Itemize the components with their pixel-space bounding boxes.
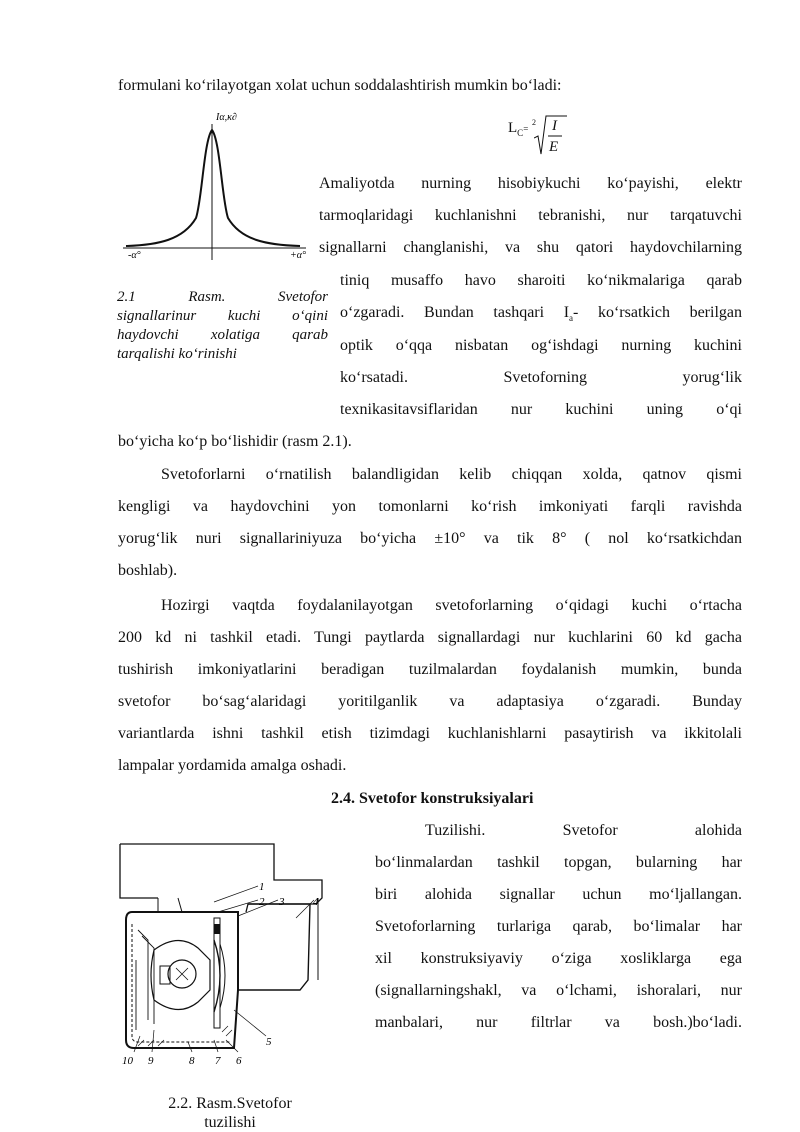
formula-lhs: $L_C=$ [508, 120, 529, 138]
callout-7: 7 [215, 1055, 221, 1067]
paragraph-line: variantlarda ishni tashkil etish tizimdagi kuchlanishlarni pasaytirish va ikkitolali [118, 725, 742, 742]
paragraph-line: 200 kd ni tashkil etadi. Tungi paytlarda signallardagi nur kuchlarini 60 kd gacha [118, 629, 742, 646]
paragraph-line: boʻlinmalardan tashkil topgan, bularning har [375, 854, 742, 871]
paragraph-line: tiniq musaffo havo sharoiti koʻnikmalariga qarab [340, 272, 742, 289]
paragraph-line: svetofor boʻsagʻalaridagi yoritilganlik va adaptasiya oʻzgaradi. Bunday [118, 693, 742, 710]
callout-9: 9 [148, 1055, 154, 1067]
paragraph-line: xil konstruksiyaviy oʻziga xosliklarga ega [375, 950, 742, 967]
section-heading: 2.4. Svetofor konstruksiyalari [331, 790, 534, 807]
paragraph-line: boʻyicha koʻp boʻlishidir (rasm 2.1). [118, 433, 352, 450]
figure1-caption-line: signallarinur kuchi oʻqini [117, 308, 328, 324]
intensity-curve [126, 130, 300, 246]
formula-root-index: 2 [532, 118, 536, 127]
paragraph-line: Hozirgi vaqtda foydalanilayotgan svetoforlarning oʻqidagi kuchi oʻrtacha [161, 597, 742, 614]
figure2-caption-line: tuzilishi [204, 1114, 256, 1131]
paragraph-line: boshlab). [118, 562, 178, 579]
paragraph-line: manbalari, nur filtrlar va bosh.)boʻladi. [375, 1014, 742, 1031]
paragraph-line: Svetoforlarni oʻrnatilish balandligidan kelib chiqqan xolda, qatnov qismi [161, 466, 742, 483]
figure-intensity-curve [118, 100, 313, 270]
paragraph-line: oʻzgaradi. Bundan tashqari $I_a-$ koʻrsatkich berilgan [340, 304, 743, 324]
figure1-caption-line: haydovchi xolatiga qarab [117, 327, 328, 343]
intro-line: formulani koʻrilayotgan xolat uchun soddalashtirish mumkin boʻladi: [118, 77, 562, 94]
paragraph-line: optik oʻqqa nisbatan ogʻishdagi nurning kuchini [340, 337, 742, 354]
paragraph-line: lampalar yordamida amalga oshadi. [118, 757, 347, 774]
callout-10: 10 [122, 1055, 133, 1067]
figure-traffic-light-section [118, 840, 340, 1070]
paragraph-line: tushirish imkoniyatlarini beradigan tuzilmalardan foydalanish mumkin, bunda [118, 661, 742, 678]
axis-y-label: Iα,κ∂ [216, 112, 237, 123]
figure1-caption-line: tarqalishi koʻrinishi [117, 346, 237, 362]
callout-2: 2 [259, 896, 265, 908]
callout-8: 8 [189, 1055, 195, 1067]
paragraph-line: texnikasitavsiflaridan nur kuchini uning oʻqi [340, 401, 742, 418]
paragraph-line: yorugʻlik nuri signallariniyuza boʻyicha ±10° va tik 8° ( nol koʻrsatkichdan [118, 530, 742, 547]
axis-right-label: +α° [290, 250, 306, 261]
paragraph-line: Amaliyotda nurning hisobiykuchi koʻpayishi, elektr [319, 175, 742, 192]
figure2-caption-line: 2.2. Rasm.Svetofor [168, 1095, 292, 1112]
paragraph-line: kengligi va haydovchini yon tomonlarni koʻrish imkoniyati farqli ravishda [118, 498, 742, 515]
formula [508, 114, 578, 162]
formula-numerator: I [552, 118, 557, 134]
paragraph-line: Tuzilishi. Svetofor alohida [425, 822, 742, 839]
figure1-caption [117, 288, 328, 364]
paragraph-line: koʻrsatadi. Svetoforning yorugʻlik [340, 369, 742, 386]
callout-4: 4 [313, 896, 319, 908]
figure1-caption-line: 2.1 Rasm. Svetofor [117, 289, 328, 305]
callout-1: 1 [259, 881, 265, 893]
callout-6: 6 [236, 1055, 242, 1067]
axis-left-label: -α° [128, 250, 141, 261]
figure2-caption [150, 1094, 310, 1132]
paragraph-line: signallarni changlanishi, va shu qatori haydovchilarning [319, 239, 742, 256]
callout-5: 5 [266, 1036, 272, 1048]
paragraph-line: Svetoforlarning turlariga qarab, boʻlimalar har [375, 918, 742, 935]
paragraph-line: (signallarningshakl, va oʻlchami, ishoralari, nur [375, 982, 742, 999]
callout-3: 3 [279, 896, 285, 908]
formula-denominator: E [549, 139, 559, 155]
paragraph-line: tarmoqlaridagi kuchlanishni tebranishi, nur tarqatuvchi [319, 207, 742, 224]
paragraph-line: biri alohida signallar uchun moʻljallangan. [375, 886, 742, 903]
